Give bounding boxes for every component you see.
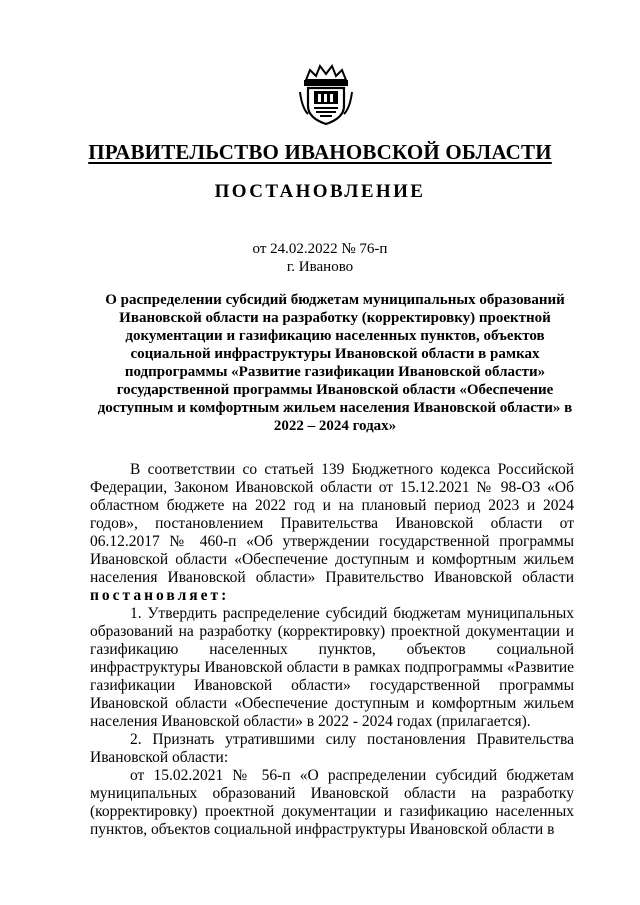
item-1: 1. Утвердить распределение субсидий бюджетам муниципальных образований на разработку (корректировку) проектной документации и газификацию населенных пунктов, объектов социальной инфраструктуры Ивановской области в рамках подпрограммы «Развитие газификации Ивановской области» государственной программы Ивановской области «Обеспечение доступным и комфортным жильем населения Ивановской области» в 2022 - 2024 годах (прилагается). [90,605,574,730]
date-number: от 24.02.2022 № 76-п [252,241,388,257]
document-meta [0,240,640,276]
item-2: 2. Признать утратившими силу постановления Правительства Ивановской области: [90,731,574,766]
preamble-text: В соответствии со статьей 139 Бюджетного кодекса Российской Федерации, Законом Ивановской области от 15.12.2021 № 98-ОЗ «Об областном бюджете на 2022 год и на плановый период 2023 и 2024 годов», постановлением Правительства Ивановской области от 06.12.2017 № 460-п «Об утверждении государственной программы Ивановской области «Обеспечение доступным и комфортным жильем населения Ивановской области» Правительство Ивановской области [90,461,574,586]
document-body [90,461,574,839]
city: г. Иваново [286,259,354,275]
government-name: ПРАВИТЕЛЬСТВО ИВАНОВСКОЙ ОБЛАСТИ [88,140,552,164]
document-type: ПОСТАНОВЛЕНИЕ [214,181,426,202]
coat-of-arms-icon [298,62,354,126]
preamble-paragraph [90,461,574,605]
decree-word: постановляет: [90,587,230,604]
item-2-sub: от 15.02.2021 № 56-п «О распределении субсидий бюджетам муниципальных образований Ивановской области на разработку (корректировку) проектной документации и газификацию населенных пунктов, объектов социальной инфраструктуры Ивановской области в [90,767,574,838]
document-title: О распределении субсидий бюджетам муниципальных образований Ивановской области на разработку (корректировку) проектной документации и газификацию населенных пунктов, объектов социальной инфраструктуры Ивановской области в рамках подпрограммы «Развитие газификации Ивановской области» государственной программы Ивановской области «Обеспечение доступным и комфортным жильем населения Ивановской области» в 2022 – 2024 годах» [97,292,573,434]
